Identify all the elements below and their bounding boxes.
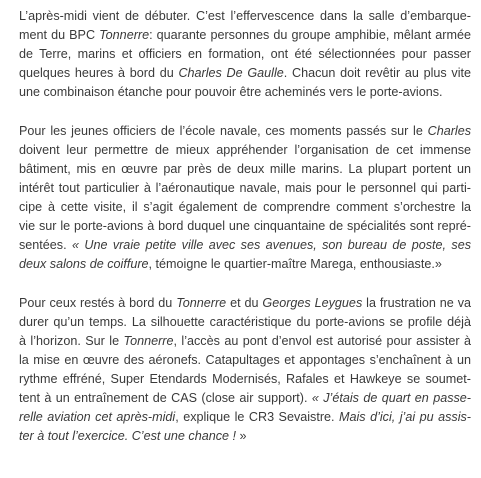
- text-run: Pour ceux restés à bord du: [19, 295, 177, 310]
- text-line: [19, 198, 471, 217]
- italic-text: Georges Leygues: [262, 295, 363, 310]
- text-run: la mise en œuvre des aéronefs. Catapultages et appontages s’enchaînent à un: [19, 352, 471, 367]
- article-body: [19, 7, 471, 446]
- text-run: une combinaison étanche pour pouvoir être acheminés vers le porte-avions.: [19, 85, 443, 100]
- text-line: [19, 7, 471, 26]
- italic-text: ter à tout l’exercice. C’est une chance !: [19, 429, 237, 444]
- text-line: [19, 255, 471, 274]
- text-run: sentées.: [19, 238, 72, 253]
- text-line: [19, 351, 471, 370]
- text-run: la frustration ne va: [362, 295, 472, 310]
- text-run: quelques heures à bord du: [19, 66, 179, 81]
- text-run: , explique le CR3 Sevaistre.: [175, 410, 340, 425]
- italic-text: deux salons de coiffure: [19, 257, 149, 272]
- italic-text: Mais d’ici, j’ai pu assis-: [339, 410, 471, 425]
- text-line: [19, 313, 471, 332]
- text-run: doivent leur permettre de mieux appréhender l’organisation de cet immense: [19, 142, 471, 157]
- italic-text: Charles De Gaulle: [178, 66, 284, 81]
- text-line: [19, 160, 471, 179]
- italic-text: Tonnerre: [176, 295, 227, 310]
- text-run: tent à un entraînement de CAS (close air support).: [19, 391, 312, 406]
- text-run: L’après-midi vient de débuter. C’est l’effervescence dans la salle d’embarque-: [19, 9, 471, 23]
- text-line: [19, 408, 471, 427]
- text-run: durer qu’un temps. La silhouette caractéristique du porte-avions se profile déjà: [19, 314, 471, 329]
- text-run: cipe à cette visite, il s’agit également de comprendre comment s’orchestre la: [19, 200, 471, 215]
- text-line: [19, 64, 471, 83]
- article-paragraph: [19, 294, 471, 447]
- italic-text: relle aviation cet après-midi: [19, 410, 176, 425]
- italic-text: « J’étais de quart en passe-: [311, 391, 471, 406]
- italic-text: Tonnerre: [123, 333, 174, 348]
- italic-text: Tonnerre: [99, 28, 150, 43]
- text-run: . Chacun doit revêtir au plus vite: [283, 66, 471, 81]
- text-run: intérêt tout particulier à l’aéronautique navale, mais pour le personnel qui parti-: [19, 180, 471, 195]
- text-line: [19, 26, 471, 45]
- text-run: bâtiment, mis en œuvre par près de deux mille marins. La plupart portent un: [19, 161, 471, 176]
- text-run: rythme effréné, Super Etendards Modernisés, Rafales et Hawkeye se soumet-: [19, 371, 471, 386]
- text-run: et du: [226, 295, 263, 310]
- article-paragraph: [19, 7, 471, 102]
- italic-text: Charles: [427, 123, 471, 138]
- text-line: [19, 332, 471, 351]
- text-line: [19, 179, 471, 198]
- text-run: à l’horizon. Sur le: [19, 333, 124, 348]
- text-line: [19, 294, 471, 313]
- text-line: [19, 83, 471, 102]
- text-line: [19, 122, 471, 141]
- text-run: , témoigne le quartier-maître Marega, enthousiaste.»: [148, 257, 442, 272]
- text-line: [19, 389, 471, 408]
- text-run: de Terre, marins et officiers en formation, ont été sélectionnées pour passer: [19, 47, 471, 62]
- text-line: [19, 141, 471, 160]
- text-run: vie sur le porte-avions à bord duquel une cinquantaine de spécialités sont repré-: [19, 219, 471, 234]
- article-paragraph: [19, 122, 471, 275]
- text-run: , l’accès au pont d’envol est autorisé pour assister à: [173, 333, 471, 348]
- text-run: »: [236, 429, 247, 444]
- text-run: Pour les jeunes officiers de l’école navale, ces moments passés sur le: [19, 123, 428, 138]
- italic-text: « Une vraie petite ville avec ses avenues, son bureau de poste, ses: [71, 238, 472, 253]
- text-line: [19, 45, 471, 64]
- text-run: ment du BPC: [19, 28, 100, 43]
- text-run: : quarante personnes du groupe amphibie, mêlant armée: [149, 28, 471, 43]
- text-line: [19, 236, 471, 255]
- text-line: [19, 427, 471, 446]
- text-line: [19, 217, 471, 236]
- text-line: [19, 370, 471, 389]
